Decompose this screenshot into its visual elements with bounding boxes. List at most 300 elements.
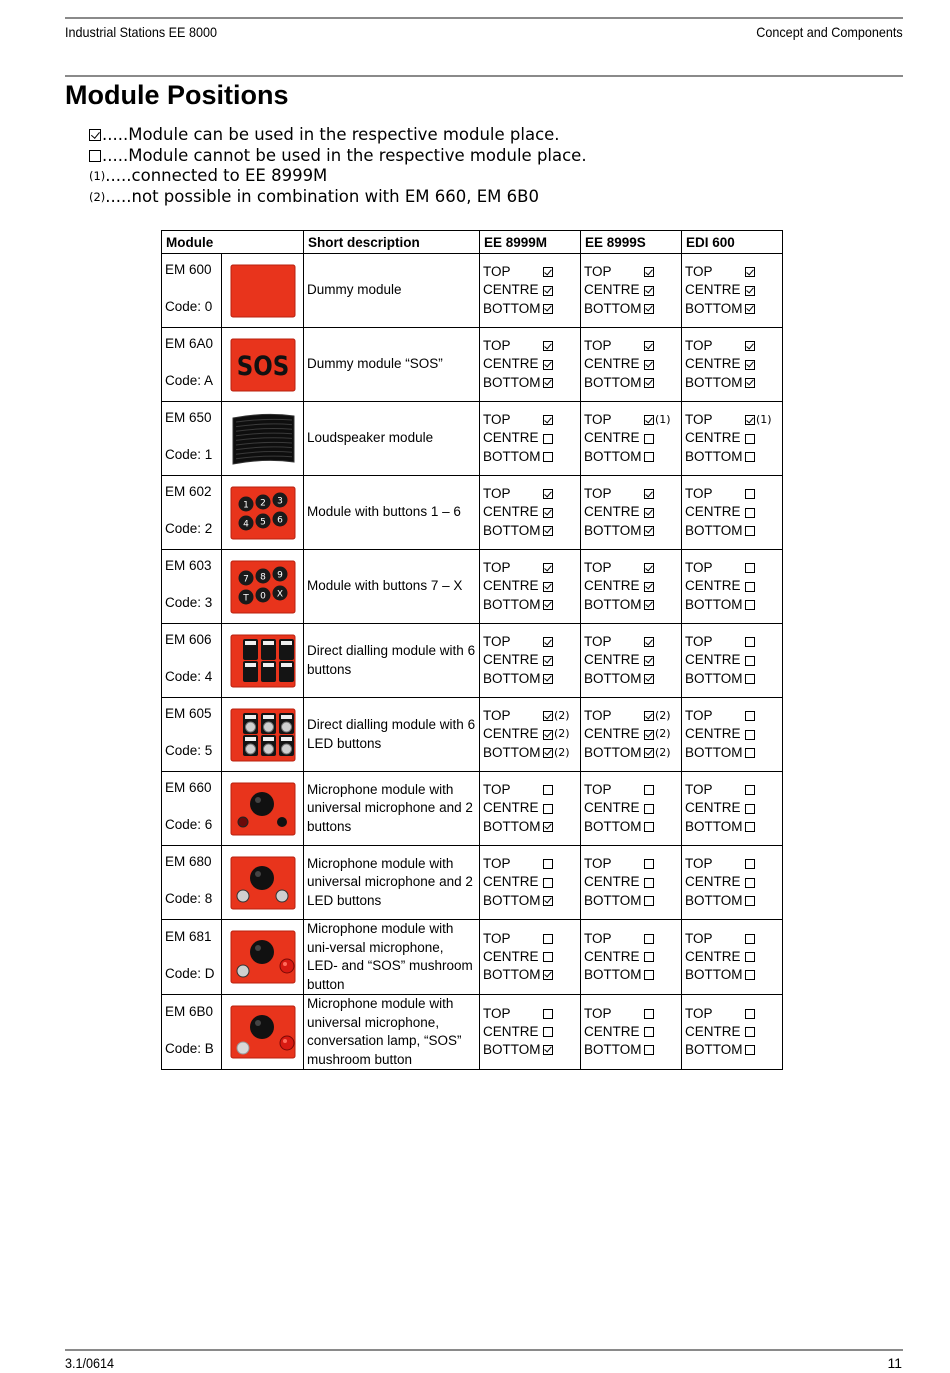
- legend-item-note-1: [89, 166, 587, 187]
- position-line: [584, 930, 681, 948]
- position-line: [685, 411, 782, 429]
- module-image-cell: [222, 995, 304, 1070]
- microphone-2-buttons-image: [230, 782, 296, 836]
- table-row: [162, 254, 783, 328]
- position-line: [483, 300, 580, 318]
- position-line: [584, 818, 681, 836]
- position-label: TOP: [584, 560, 612, 576]
- checked-box-icon: [644, 656, 654, 666]
- header-top-rule: [65, 17, 903, 19]
- position-line: [584, 429, 681, 447]
- position-line: [483, 596, 580, 614]
- position-label: BOTTOM: [483, 1042, 541, 1058]
- table-row: [162, 402, 783, 476]
- position-line: [584, 1041, 681, 1059]
- position-line: [584, 1005, 681, 1023]
- position-line: [483, 1023, 580, 1041]
- empty-box-icon: [644, 859, 654, 869]
- position-label: BOTTOM: [483, 596, 541, 612]
- checked-box-icon: [543, 656, 553, 666]
- checked-box-icon: [745, 286, 755, 296]
- module-code: Code: 0: [165, 299, 213, 314]
- empty-box-icon: [644, 1027, 654, 1037]
- position-label: BOTTOM: [483, 300, 541, 316]
- position-label: CENTRE: [584, 948, 640, 964]
- empty-box-icon: [745, 508, 755, 518]
- position-label: CENTRE: [483, 1023, 539, 1039]
- footnote-marker: (2): [655, 727, 671, 741]
- module-image-cell: [222, 624, 304, 698]
- checked-box-icon: [543, 378, 553, 388]
- checked-box-icon: [543, 1045, 553, 1055]
- position-label: CENTRE: [685, 430, 741, 446]
- positions-ee8999m: [480, 698, 581, 772]
- module-description: Microphone module with universal microphone and 2 buttons: [304, 772, 480, 846]
- positions-ee8999m: [480, 920, 581, 995]
- position-label: BOTTOM: [584, 448, 642, 464]
- header-bottom-rule: [65, 75, 903, 77]
- empty-box-icon: [745, 452, 755, 462]
- position-label: TOP: [584, 634, 612, 650]
- dummy-module-image: [230, 264, 296, 318]
- module-description: Direct dialling module with 6 LED buttons: [304, 698, 480, 772]
- checked-box-icon: [644, 582, 654, 592]
- legend-item-note-2: [89, 187, 587, 208]
- position-line: [483, 522, 580, 540]
- position-line: [483, 559, 580, 577]
- module-description: Module with buttons 7 – X: [304, 550, 480, 624]
- column-header-ee8999s: EE 8999S: [581, 231, 682, 254]
- position-label: TOP: [584, 856, 612, 872]
- module-name: EM 680: [165, 854, 212, 869]
- footnote-marker: (2): [554, 727, 570, 741]
- position-label: TOP: [685, 708, 713, 724]
- position-label: CENTRE: [685, 652, 741, 668]
- position-line: [483, 930, 580, 948]
- empty-box-icon: [644, 434, 654, 444]
- empty-box-icon: [745, 878, 755, 888]
- position-label: TOP: [483, 1005, 511, 1021]
- empty-box-icon: [644, 452, 654, 462]
- position-label: CENTRE: [483, 430, 539, 446]
- position-line: [685, 337, 782, 355]
- svg-text:7: 7: [242, 574, 249, 584]
- empty-box-icon: [745, 896, 755, 906]
- page-title: Module Positions: [65, 80, 289, 110]
- position-label: BOTTOM: [584, 1042, 642, 1058]
- position-label: CENTRE: [685, 282, 741, 298]
- header-left-text: Industrial Stations EE 8000: [65, 24, 218, 40]
- position-label: BOTTOM: [584, 522, 642, 538]
- positions-edi600: [682, 550, 783, 624]
- position-line: [483, 651, 580, 669]
- positions-ee8999s: [581, 624, 682, 698]
- empty-box-icon: [543, 952, 553, 962]
- empty-box-icon: [644, 822, 654, 832]
- svg-text:1: 1: [242, 500, 249, 510]
- checked-box-icon: [543, 730, 553, 740]
- svg-text:6: 6: [276, 515, 283, 525]
- footnote-marker: (2): [554, 745, 570, 759]
- module-name: EM 606: [165, 632, 212, 647]
- position-label: TOP: [483, 856, 511, 872]
- empty-box-icon: [644, 934, 654, 944]
- position-label: CENTRE: [584, 430, 640, 446]
- empty-box-icon: [644, 878, 654, 888]
- empty-box-icon: [644, 785, 654, 795]
- empty-box-icon: [543, 804, 553, 814]
- module-id-cell: [162, 402, 222, 476]
- position-line: [685, 596, 782, 614]
- svg-text:2: 2: [259, 498, 266, 508]
- position-line: [584, 448, 681, 466]
- empty-box-icon: [644, 952, 654, 962]
- buttons-1-6-module-image: [230, 486, 296, 540]
- position-line: [584, 300, 681, 318]
- table-row: [162, 476, 783, 550]
- position-label: CENTRE: [584, 1023, 640, 1039]
- position-line: [483, 633, 580, 651]
- position-line: [685, 1005, 782, 1023]
- module-code: Code: B: [165, 1040, 214, 1056]
- position-label: BOTTOM: [685, 744, 743, 760]
- checked-box-icon: [745, 378, 755, 388]
- position-label: TOP: [685, 634, 713, 650]
- positions-edi600: [682, 328, 783, 402]
- positions-edi600: [682, 698, 783, 772]
- page-number: 11: [887, 1355, 902, 1371]
- checked-box-icon: [644, 304, 654, 314]
- checked-box-icon: [543, 267, 553, 277]
- positions-ee8999m: [480, 772, 581, 846]
- position-line: [685, 503, 782, 521]
- module-image-cell: [222, 698, 304, 772]
- position-label: TOP: [483, 782, 511, 798]
- position-label: BOTTOM: [483, 522, 541, 538]
- checked-box-icon: [543, 582, 553, 592]
- position-line: [685, 429, 782, 447]
- empty-box-icon: [745, 785, 755, 795]
- table-row: [162, 920, 783, 995]
- module-code: Code: 1: [165, 447, 213, 462]
- position-line: [483, 873, 580, 891]
- direct-dialling-6-led-buttons-image: [230, 708, 296, 762]
- module-description: Microphone module with universal microphone, conversation lamp, “SOS” mushroom button: [304, 995, 480, 1070]
- empty-box-icon: [89, 150, 101, 162]
- position-line: [685, 930, 782, 948]
- position-line: [483, 1005, 580, 1023]
- position-line: [483, 485, 580, 503]
- position-label: BOTTOM: [685, 892, 743, 908]
- empty-box-icon: [745, 600, 755, 610]
- position-line: [584, 485, 681, 503]
- checked-box-icon: [745, 415, 755, 425]
- empty-box-icon: [543, 1009, 553, 1019]
- position-line: [685, 948, 782, 966]
- positions-ee8999s: [581, 328, 682, 402]
- svg-text:5: 5: [259, 517, 266, 527]
- empty-box-icon: [543, 434, 553, 444]
- checked-box-icon: [644, 508, 654, 518]
- position-label: CENTRE: [483, 282, 539, 298]
- position-label: CENTRE: [584, 726, 640, 742]
- position-label: TOP: [584, 486, 612, 502]
- position-label: TOP: [483, 634, 511, 650]
- positions-edi600: [682, 476, 783, 550]
- position-line: [483, 725, 580, 743]
- position-line: [584, 374, 681, 392]
- module-image-cell: [222, 476, 304, 550]
- footnote-marker: (2): [554, 709, 570, 723]
- sos-module-image: [230, 338, 296, 392]
- position-label: CENTRE: [483, 578, 539, 594]
- position-line: [685, 651, 782, 669]
- module-code: Code: 6: [165, 817, 213, 832]
- position-line: [685, 355, 782, 373]
- position-line: [483, 411, 580, 429]
- checked-box-icon: [644, 360, 654, 370]
- table-row: [162, 550, 783, 624]
- checked-box-icon: [543, 304, 553, 314]
- position-label: BOTTOM: [584, 892, 642, 908]
- position-line: [483, 337, 580, 355]
- position-label: CENTRE: [685, 726, 741, 742]
- module-description: Direct dialling module with 6 buttons: [304, 624, 480, 698]
- position-label: BOTTOM: [584, 818, 642, 834]
- module-image-cell: [222, 254, 304, 328]
- module-id-cell: [162, 698, 222, 772]
- positions-edi600: [682, 254, 783, 328]
- position-line: [685, 633, 782, 651]
- position-line: [584, 1023, 681, 1041]
- position-label: BOTTOM: [483, 448, 541, 464]
- checked-box-icon: [543, 508, 553, 518]
- module-image-cell: [222, 846, 304, 920]
- position-line: [483, 577, 580, 595]
- position-label: BOTTOM: [685, 1042, 743, 1058]
- table-row: [162, 624, 783, 698]
- table-row: [162, 846, 783, 920]
- checked-box-icon: [644, 378, 654, 388]
- position-label: TOP: [584, 782, 612, 798]
- positions-ee8999m: [480, 624, 581, 698]
- column-header-ee8999m: EE 8999M: [480, 231, 581, 254]
- module-id-cell: [162, 624, 222, 698]
- empty-box-icon: [543, 859, 553, 869]
- position-line: [584, 781, 681, 799]
- checked-box-icon: [89, 129, 101, 141]
- footnote-marker: (2): [655, 709, 671, 723]
- column-header-description: Short description: [304, 231, 480, 254]
- position-line: [584, 596, 681, 614]
- empty-box-icon: [644, 970, 654, 980]
- checked-box-icon: [644, 600, 654, 610]
- positions-ee8999s: [581, 772, 682, 846]
- position-line: [685, 281, 782, 299]
- position-line: [685, 725, 782, 743]
- position-line: [584, 503, 681, 521]
- position-label: CENTRE: [584, 874, 640, 890]
- svg-text:SOS: SOS: [236, 349, 289, 381]
- empty-box-icon: [543, 452, 553, 462]
- empty-box-icon: [745, 656, 755, 666]
- module-image-cell: [222, 920, 304, 995]
- checked-box-icon: [644, 489, 654, 499]
- empty-box-icon: [745, 859, 755, 869]
- position-label: TOP: [685, 782, 713, 798]
- position-line: [584, 670, 681, 688]
- position-line: [584, 355, 681, 373]
- position-label: TOP: [685, 1005, 713, 1021]
- empty-box-icon: [543, 934, 553, 944]
- microphone-2-led-buttons-image: [230, 856, 296, 910]
- checked-box-icon: [543, 822, 553, 832]
- position-line: [685, 577, 782, 595]
- legend-text: .....Module can be used in the respective module place.: [102, 125, 560, 144]
- svg-text:X: X: [276, 589, 283, 599]
- position-line: [584, 855, 681, 873]
- checked-box-icon: [644, 286, 654, 296]
- position-line: [584, 411, 681, 429]
- position-line: [685, 263, 782, 281]
- position-line: [685, 855, 782, 873]
- svg-text:9: 9: [276, 570, 283, 580]
- module-image-cell: [222, 772, 304, 846]
- position-label: BOTTOM: [483, 670, 541, 686]
- positions-ee8999s: [581, 995, 682, 1070]
- position-label: CENTRE: [685, 948, 741, 964]
- position-label: CENTRE: [483, 874, 539, 890]
- module-description: Module with buttons 1 – 6: [304, 476, 480, 550]
- position-label: TOP: [483, 930, 511, 946]
- svg-text:3: 3: [276, 496, 283, 506]
- checked-box-icon: [543, 489, 553, 499]
- empty-box-icon: [745, 563, 755, 573]
- svg-text:8: 8: [259, 572, 266, 582]
- checked-box-icon: [543, 600, 553, 610]
- module-name: EM 603: [165, 558, 212, 573]
- position-line: [483, 429, 580, 447]
- module-image-cell: [222, 550, 304, 624]
- position-line: [483, 892, 580, 910]
- position-line: [685, 559, 782, 577]
- position-label: TOP: [685, 264, 713, 280]
- position-line: [584, 263, 681, 281]
- checked-box-icon: [543, 341, 553, 351]
- position-label: TOP: [483, 264, 511, 280]
- svg-text:T: T: [242, 593, 249, 603]
- position-line: [685, 744, 782, 762]
- module-id-cell: [162, 476, 222, 550]
- checked-box-icon: [745, 267, 755, 277]
- module-code: Code: A: [165, 373, 214, 388]
- module-id-cell: [162, 550, 222, 624]
- position-label: TOP: [685, 930, 713, 946]
- svg-text:4: 4: [242, 519, 249, 529]
- position-label: CENTRE: [584, 800, 640, 816]
- position-label: BOTTOM: [483, 744, 541, 760]
- footer-rule: [65, 1349, 903, 1351]
- position-line: [483, 281, 580, 299]
- positions-ee8999m: [480, 995, 581, 1070]
- positions-ee8999s: [581, 402, 682, 476]
- module-name: EM 605: [165, 706, 212, 721]
- positions-edi600: [682, 402, 783, 476]
- module-code: Code: 2: [165, 521, 213, 536]
- position-label: TOP: [685, 338, 713, 354]
- position-label: TOP: [584, 930, 612, 946]
- positions-edi600: [682, 624, 783, 698]
- footnote-marker: (1): [756, 413, 772, 427]
- empty-box-icon: [644, 896, 654, 906]
- empty-box-icon: [745, 970, 755, 980]
- position-label: BOTTOM: [483, 967, 541, 983]
- empty-box-icon: [745, 489, 755, 499]
- position-label: CENTRE: [685, 1023, 741, 1039]
- position-label: BOTTOM: [685, 374, 743, 390]
- position-line: [685, 966, 782, 984]
- checked-box-icon: [543, 711, 553, 721]
- position-label: CENTRE: [483, 948, 539, 964]
- empty-box-icon: [745, 674, 755, 684]
- position-label: CENTRE: [483, 726, 539, 742]
- position-line: [483, 503, 580, 521]
- checked-box-icon: [543, 286, 553, 296]
- empty-box-icon: [644, 804, 654, 814]
- position-label: TOP: [483, 486, 511, 502]
- position-label: CENTRE: [483, 504, 539, 520]
- position-line: [483, 670, 580, 688]
- positions-ee8999s: [581, 698, 682, 772]
- checked-box-icon: [644, 563, 654, 573]
- empty-box-icon: [745, 582, 755, 592]
- position-line: [584, 744, 681, 762]
- empty-box-icon: [543, 878, 553, 888]
- position-label: CENTRE: [685, 504, 741, 520]
- position-line: [584, 559, 681, 577]
- footnote-marker: (2): [655, 745, 671, 759]
- table-row: [162, 995, 783, 1070]
- position-line: [584, 892, 681, 910]
- direct-dialling-6-buttons-image: [230, 634, 296, 688]
- positions-ee8999m: [480, 846, 581, 920]
- position-line: [584, 799, 681, 817]
- position-line: [483, 855, 580, 873]
- legend-item-not-usable: [89, 146, 587, 167]
- position-line: [685, 799, 782, 817]
- position-label: BOTTOM: [685, 596, 743, 612]
- module-name: EM 6B0: [165, 1003, 214, 1019]
- module-description: Microphone module with uni-versal microphone, LED- and “SOS” mushroom button: [304, 920, 480, 995]
- empty-box-icon: [745, 1009, 755, 1019]
- position-label: CENTRE: [584, 504, 640, 520]
- position-label: CENTRE: [685, 578, 741, 594]
- module-description: Loudspeaker module: [304, 402, 480, 476]
- position-line: [483, 818, 580, 836]
- empty-box-icon: [745, 934, 755, 944]
- position-label: CENTRE: [584, 282, 640, 298]
- module-image-cell: [222, 402, 304, 476]
- position-label: TOP: [685, 856, 713, 872]
- module-name: EM 650: [165, 410, 212, 425]
- empty-box-icon: [745, 822, 755, 832]
- position-label: TOP: [685, 412, 713, 428]
- position-line: [685, 892, 782, 910]
- position-line: [584, 707, 681, 725]
- position-label: BOTTOM: [584, 744, 642, 760]
- module-id-cell: [162, 254, 222, 328]
- positions-edi600: [682, 772, 783, 846]
